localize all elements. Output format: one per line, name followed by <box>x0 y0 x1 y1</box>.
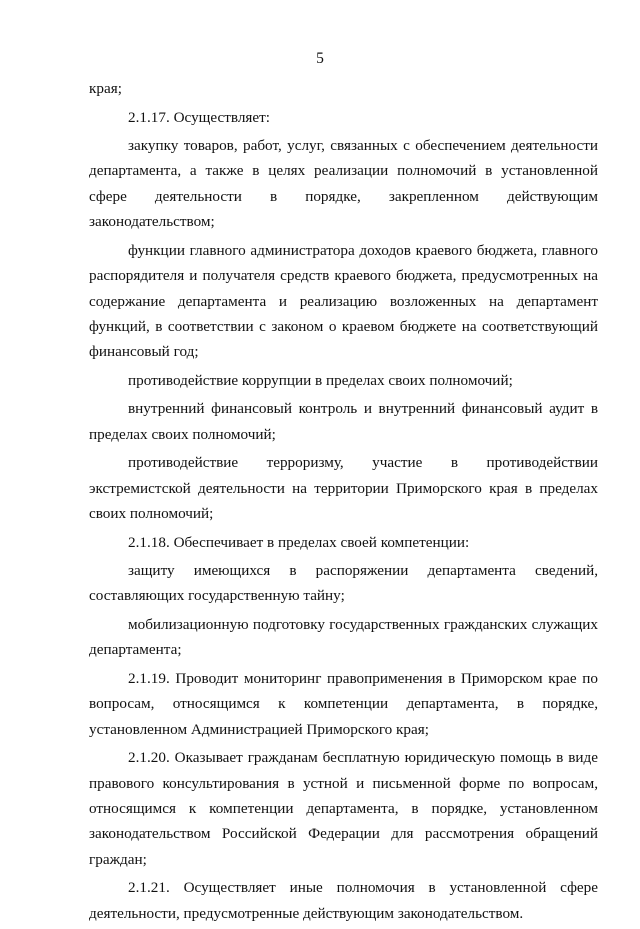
paragraph-clause-2-1-21: 2.1.21. Осуществляет иные полномочия в установленной сфере деятельности, предусмотренные действующим законодательством. <box>89 879 598 922</box>
paragraph-anti-corruption: противодействие коррупции в пределах своих полномочий; <box>128 371 513 389</box>
paragraph-clause-2-1-19: 2.1.19. Проводит мониторинг правоприменения в Приморском крае по вопросам, относящимся к компетенции департамента, в порядке, установленном Администрацией Приморского края; <box>89 669 598 738</box>
paragraph-budget-functions: функции главного администратора доходов краевого бюджета, главного распорядителя и получателя средств краевого бюджета, предусмотренных на содержание департамента и реализацию возложенных на департамент функций, в соответствии с законом о краевом бюджете на соответствующий финансовый год; <box>89 241 598 361</box>
paragraph-procurement: закупку товаров, работ, услуг, связанных с обеспечением деятельности департамента, а также в целях реализации полномочий в установленной сфере деятельности в порядке, закрепленном действующим законодательством; <box>89 137 598 231</box>
page-number: 5 <box>316 50 324 67</box>
paragraph-clause-2-1-18: 2.1.18. Обеспечивает в пределах своей компетенции: <box>128 533 470 551</box>
paragraph-mobilization: мобилизационную подготовку государственных гражданских служащих департамента; <box>89 615 598 659</box>
paragraph-clause-2-1-20: 2.1.20. Оказывает гражданам бесплатную юридическую помощь в виде правового консультирования в устной и письменной форме по вопросам, относящимся к компетенции департамента, в порядке, установленном законодательством Российской Федерации для рассмотрения обращений граждан; <box>89 749 598 868</box>
paragraph-continuation: края; <box>89 80 122 97</box>
document-body <box>89 76 598 929</box>
paragraph-internal-control: внутренний финансовый контроль и внутренний финансовый аудит в пределах своих полномочий; <box>89 400 598 443</box>
paragraph-state-secret: защиту имеющихся в распоряжении департамента сведений, составляющих государственную тайну; <box>89 562 598 605</box>
paragraph-anti-terrorism: противодействие терроризму, участие в противодействии экстремистской деятельности на территории Приморского края в пределах своих полномочий; <box>89 454 598 523</box>
paragraph-clause-2-1-17: 2.1.17. Осуществляет: <box>128 108 270 126</box>
